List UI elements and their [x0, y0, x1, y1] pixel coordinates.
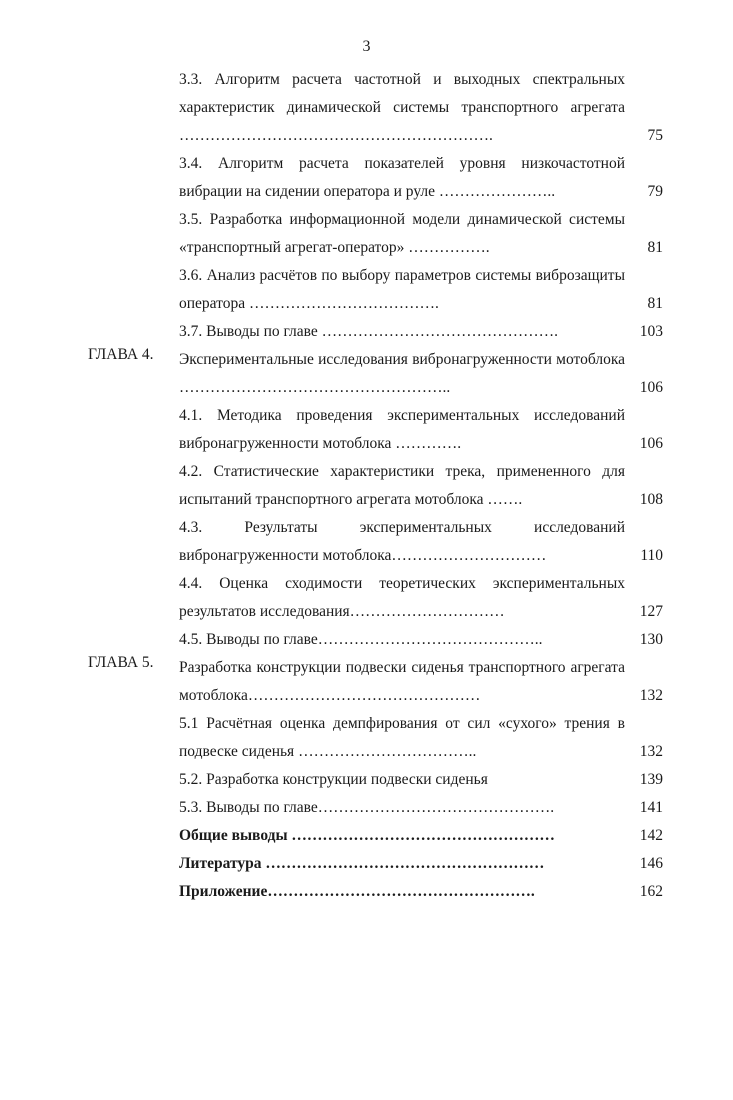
toc-entry-text: 4.3. Результаты экспериментальных исследований вибронагруженности мотоблока…………………………	[179, 519, 625, 564]
toc-entry	[0, 794, 733, 822]
toc-entry-text: 3.3. Алгоритм расчета частотной и выходных спектральных характеристик динамической системы транспортного агрегата …………………………………………………….	[179, 71, 625, 144]
toc-entry-page: 130	[639, 631, 663, 648]
toc-entry-text: Литература ………………………………………………	[179, 855, 545, 872]
toc-entry	[0, 458, 733, 514]
toc-entry-text: 4.1. Методика проведения экспериментальных исследований вибронагруженности мотоблока ………….	[179, 407, 625, 452]
toc-entry-text: 3.5. Разработка информационной модели динамической системы «транспортный агрегат-оператор» …………….	[179, 211, 625, 256]
toc-entry-text: 4.2. Статистические характеристики трека, примененного для испытаний транспортного агрегата мотоблока …….	[179, 463, 625, 508]
toc-entry-page: 81	[647, 239, 663, 256]
toc-entry	[0, 206, 733, 262]
toc-entry	[0, 514, 733, 570]
toc-entry-page: 103	[639, 323, 663, 340]
table-of-contents	[0, 66, 733, 906]
toc-chapter-entry	[0, 654, 733, 710]
toc-entry-text: 5.1 Расчётная оценка демпфирования от сил «сухого» трения в подвеске сиденья ……………………………..	[179, 715, 625, 760]
toc-entry-page: 81	[647, 295, 663, 312]
toc-entry	[0, 822, 733, 850]
toc-entry	[0, 850, 733, 878]
toc-entry	[0, 766, 733, 794]
toc-entry-text: 3.7. Выводы по главе ……………………………………….	[179, 323, 559, 340]
toc-entry-page: 110	[640, 547, 663, 564]
toc-entry-page: 139	[639, 771, 663, 788]
toc-entry-text: Общие выводы ……………………………………………	[179, 827, 555, 844]
toc-entry-text: Приложение…………………………………………….	[179, 883, 535, 900]
toc-entry	[0, 66, 733, 150]
toc-chapter-label: ГЛАВА 5.	[88, 654, 154, 671]
toc-entry	[0, 262, 733, 318]
toc-entry-text: Экспериментальные исследования вибронагруженности мотоблока ……………………………………………..	[179, 351, 625, 396]
toc-entry-text: Разработка конструкции подвески сиденья транспортного агрегата мотоблока………………………………………	[179, 659, 625, 704]
toc-entry-page: 142	[639, 827, 663, 844]
toc-entry	[0, 402, 733, 458]
toc-entry-text: 4.5. Выводы по главе……………………………………..	[179, 631, 543, 648]
toc-entry-page: 79	[647, 183, 663, 200]
toc-entry-text: 3.6. Анализ расчётов по выбору параметров системы виброзащиты оператора ……………………………….	[179, 267, 625, 312]
toc-entry	[0, 570, 733, 626]
page-number: 3	[362, 38, 371, 55]
toc-entry	[0, 318, 733, 346]
toc-chapter-entry	[0, 346, 733, 402]
toc-entry-text: 5.3. Выводы по главе……………………………………….	[179, 799, 555, 816]
toc-entry-text: 5.2. Разработка конструкции подвески сиденья	[179, 771, 488, 788]
toc-entry-page: 162	[639, 883, 663, 900]
toc-entry-page: 132	[639, 687, 663, 704]
toc-entry	[0, 626, 733, 654]
toc-chapter-label: ГЛАВА 4.	[88, 346, 154, 363]
toc-entry-page: 141	[639, 799, 663, 816]
toc-entry-page: 75	[647, 127, 663, 144]
toc-entry-page: 106	[639, 435, 663, 452]
toc-entry-text: 4.4. Оценка сходимости теоретических экспериментальных результатов исследования…………………………	[179, 575, 625, 620]
toc-entry-page: 132	[639, 743, 663, 760]
toc-entry-page: 127	[639, 603, 663, 620]
toc-entry-page: 146	[639, 855, 663, 872]
toc-entry-page: 108	[639, 491, 663, 508]
toc-entry	[0, 150, 733, 206]
toc-entry-text: 3.4. Алгоритм расчета показателей уровня низкочастотной вибрации на сидении оператора и руле …………………..	[179, 155, 625, 200]
toc-entry	[0, 710, 733, 766]
toc-entry-page: 106	[639, 379, 663, 396]
toc-entry	[0, 878, 733, 906]
